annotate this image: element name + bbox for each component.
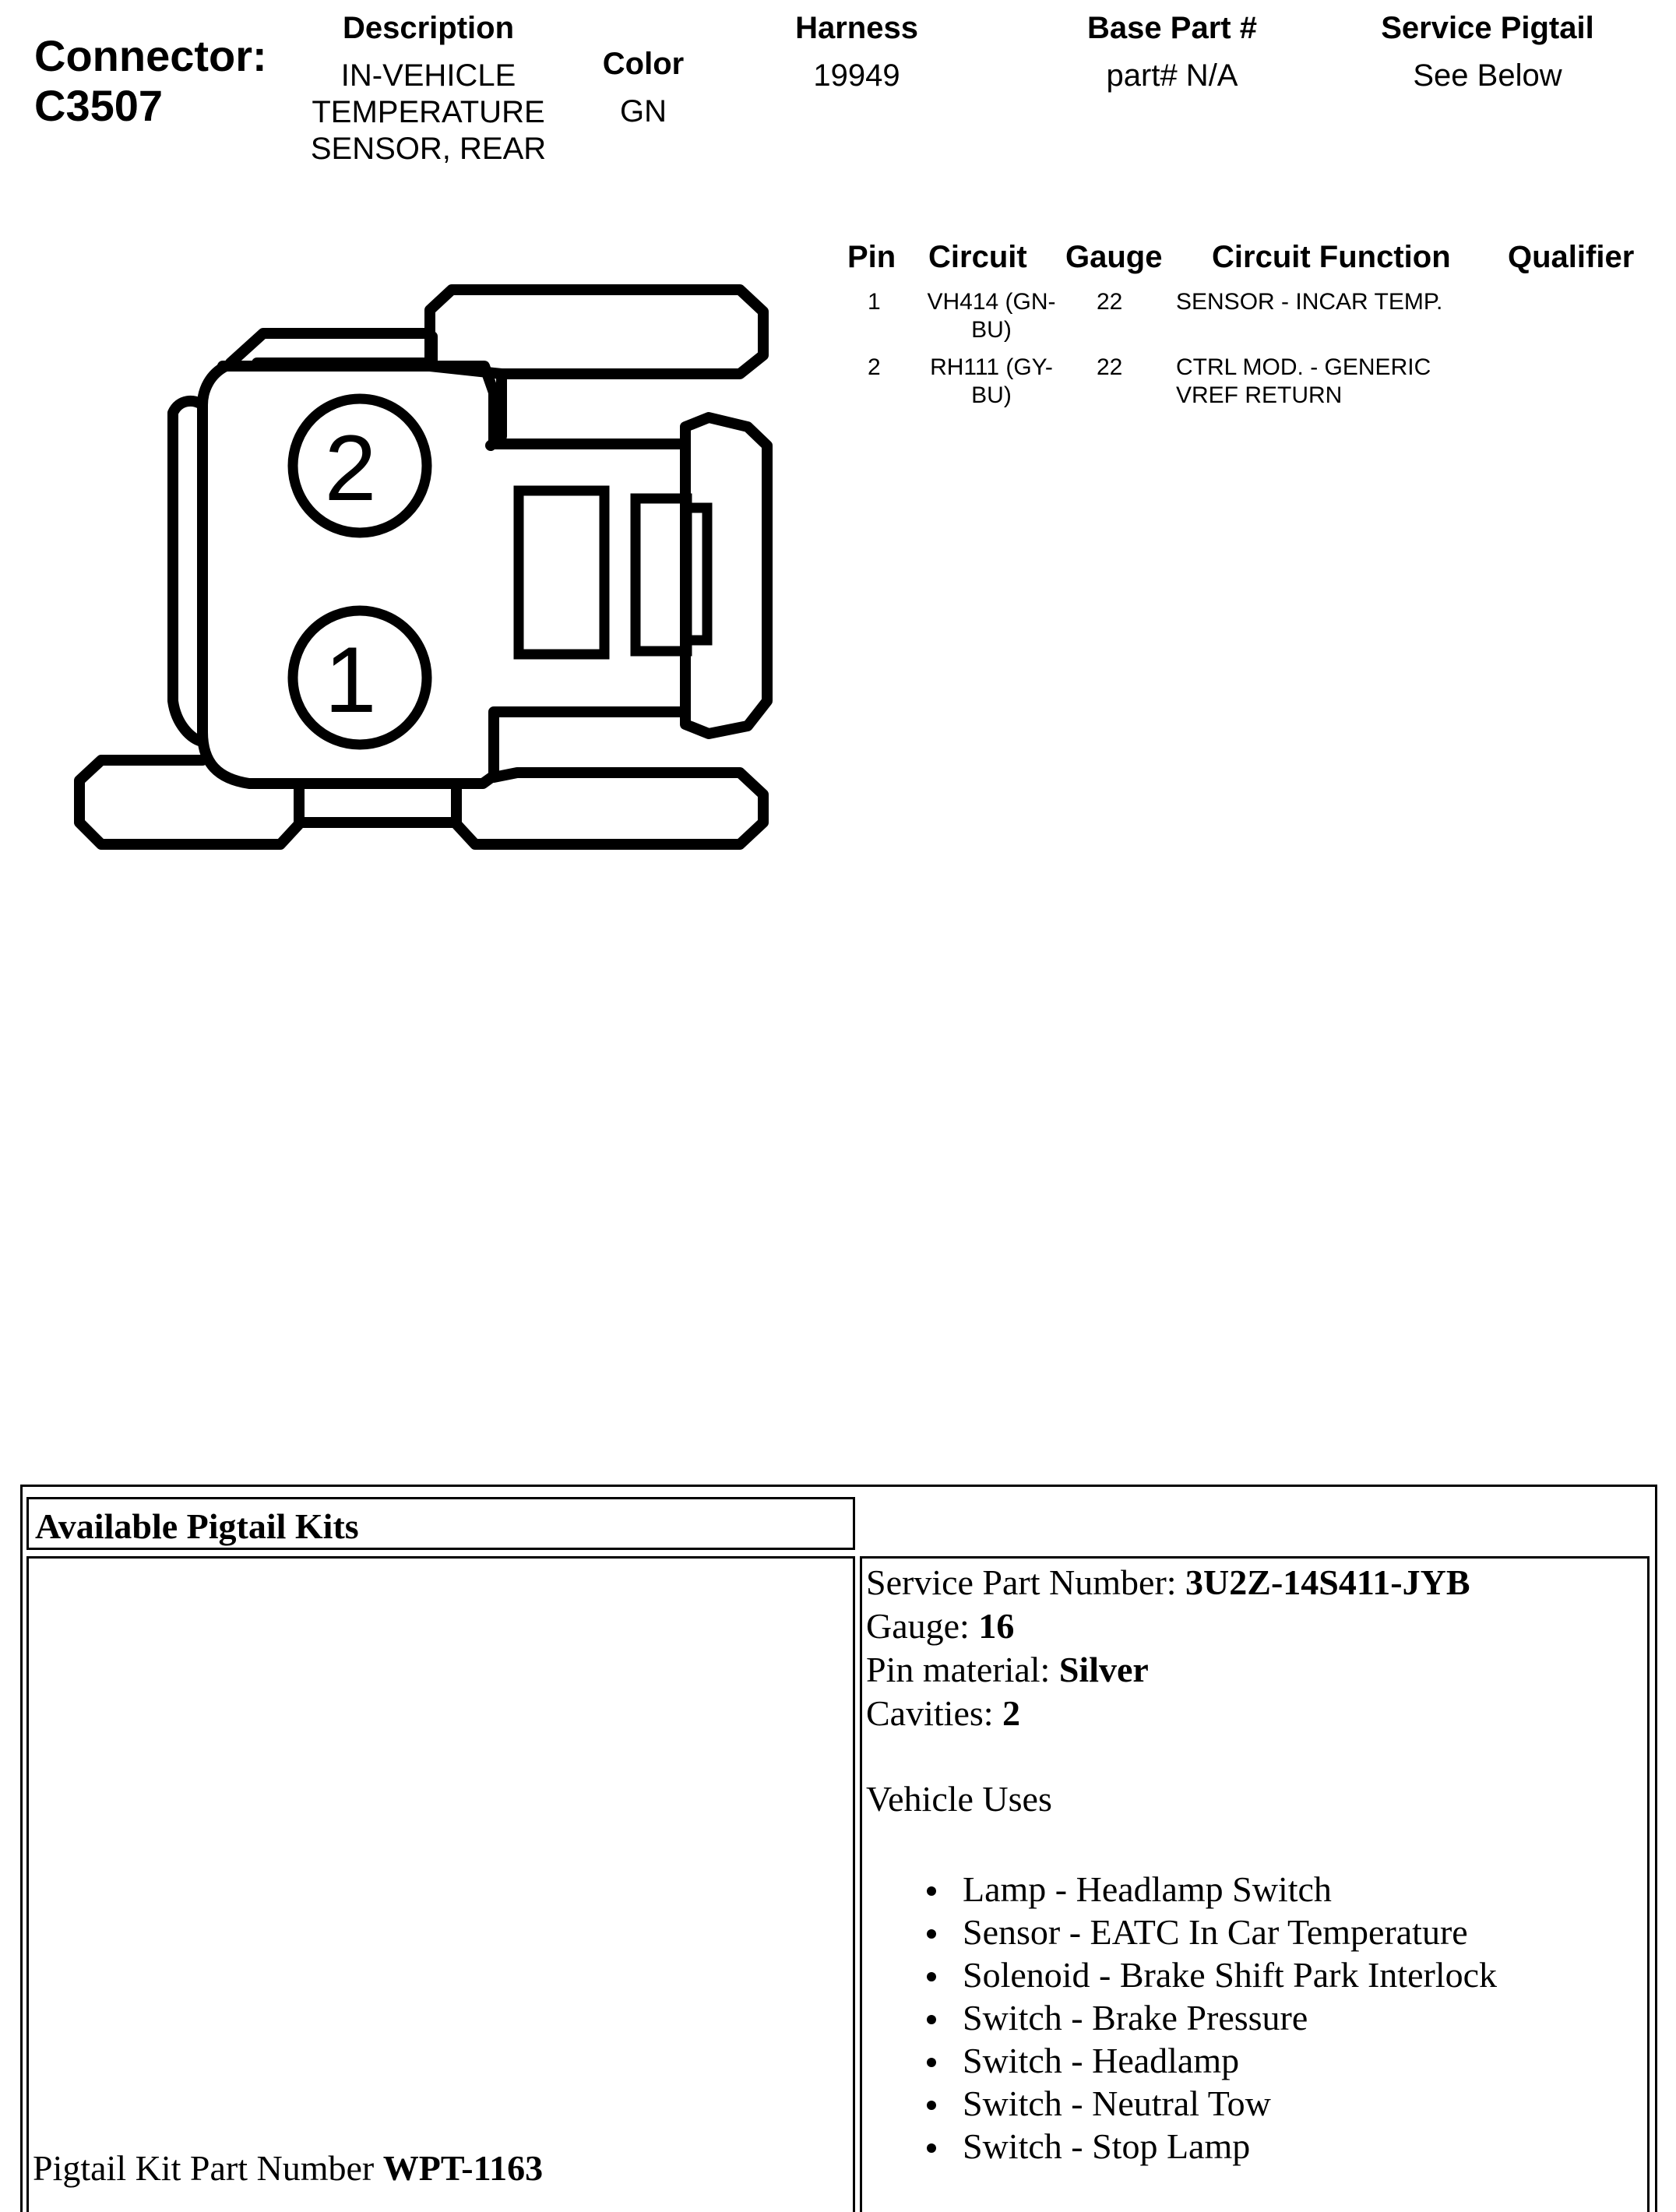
list-item: Switch - Brake Pressure — [866, 1996, 1629, 2039]
harness-value: 19949 — [813, 58, 900, 93]
cavities: Cavities: 2 — [866, 1693, 1021, 1733]
description-label: Description — [342, 11, 515, 45]
list-item: Solenoid - Brake Shift Park Interlock — [866, 1953, 1629, 1996]
pin-number: 1 — [868, 289, 881, 315]
color-value: GN — [620, 94, 667, 129]
description-line: SENSOR, REAR — [310, 132, 547, 166]
latch-window — [636, 498, 687, 651]
pin-circuit-line: BU) — [971, 382, 1012, 408]
pigtail-gauge-value: 16 — [978, 1606, 1015, 1646]
description-value — [296, 58, 561, 167]
pigtail-kit-part-number-value: WPT-1163 — [382, 2148, 544, 2188]
pin-cavity-label: 2 — [324, 416, 377, 520]
description-line: TEMPERATURE — [312, 95, 545, 129]
pin-circuit — [911, 288, 1072, 344]
vehicle-uses-heading: Vehicle Uses — [866, 1779, 1052, 1819]
pin-circuit — [911, 354, 1072, 410]
pigtail-kit-part-number: Pigtail Kit Part Number WPT-1163 — [33, 2148, 544, 2188]
pigtail-title: Available Pigtail Kits — [35, 1506, 359, 1546]
connector-id: C3507 — [34, 81, 164, 130]
service-pigtail-label: Service Pigtail — [1381, 11, 1594, 45]
housing-right-bracket — [685, 417, 767, 734]
color-label: Color — [602, 47, 685, 81]
list-item: Switch - Headlamp — [866, 2039, 1629, 2082]
foot-right — [456, 773, 763, 844]
foot-left — [79, 760, 299, 844]
harness-label: Harness — [795, 11, 918, 45]
pin-gauge: 22 — [1097, 289, 1123, 315]
description-line: IN-VEHICLE — [340, 58, 516, 93]
latch-window — [519, 491, 604, 654]
pigtail-title-cell — [26, 1497, 855, 1550]
service-part-number-value: 3U2Z-14S411-JYB — [1185, 1562, 1470, 1602]
pin-circuit-line: VH414 (GN- — [927, 289, 1056, 315]
list-item: Switch - Stop Lamp — [866, 2125, 1629, 2168]
circuit-function-column-header: Circuit Function — [1212, 240, 1451, 274]
list-item: Sensor - EATC In Car Temperature — [866, 1911, 1629, 1953]
pin-circuit-line: BU) — [971, 317, 1012, 343]
pin-cavity-label: 1 — [324, 628, 377, 732]
list-item: Switch - Neutral Tow — [866, 2082, 1629, 2125]
service-pigtail-value: See Below — [1413, 58, 1562, 93]
base-part-label: Base Part # — [1087, 11, 1257, 45]
latch-tab — [687, 508, 707, 640]
circuit-column-header: Circuit — [928, 240, 1027, 274]
pin-circuit-line: RH111 (GY- — [930, 354, 1053, 380]
list-item: Lamp - Headlamp Switch — [866, 1868, 1629, 1911]
connector-face-diagram — [0, 265, 787, 880]
pin-number: 2 — [868, 354, 881, 380]
pin-circuit-function — [1176, 288, 1442, 316]
pin-material: Pin material: Silver — [866, 1650, 1149, 1689]
base-part-value: part# N/A — [1106, 58, 1238, 93]
pin-function-line: VREF RETURN — [1176, 382, 1343, 408]
connector-label: Connector: — [34, 31, 267, 80]
connector-title — [34, 31, 267, 131]
pin-column-header: Pin — [847, 240, 896, 274]
service-part-number: Service Part Number: 3U2Z-14S411-JYB — [866, 1562, 1470, 1602]
pin-function-line: SENSOR - INCAR TEMP. — [1176, 289, 1443, 315]
qualifier-column-header: Qualifier — [1508, 240, 1635, 274]
pigtail-image-cell — [26, 1556, 855, 2212]
pin-function-line: CTRL MOD. - GENERIC — [1176, 354, 1431, 380]
gauge-column-header: Gauge — [1065, 240, 1163, 274]
cavities-value: 2 — [1002, 1693, 1021, 1733]
pin-gauge: 22 — [1097, 354, 1123, 380]
housing-outline — [202, 366, 685, 784]
pigtail-gauge: Gauge: 16 — [866, 1606, 1015, 1646]
pin-material-value: Silver — [1058, 1650, 1149, 1689]
vehicle-uses-list — [866, 1868, 1629, 2168]
pin-circuit-function — [1176, 354, 1431, 410]
